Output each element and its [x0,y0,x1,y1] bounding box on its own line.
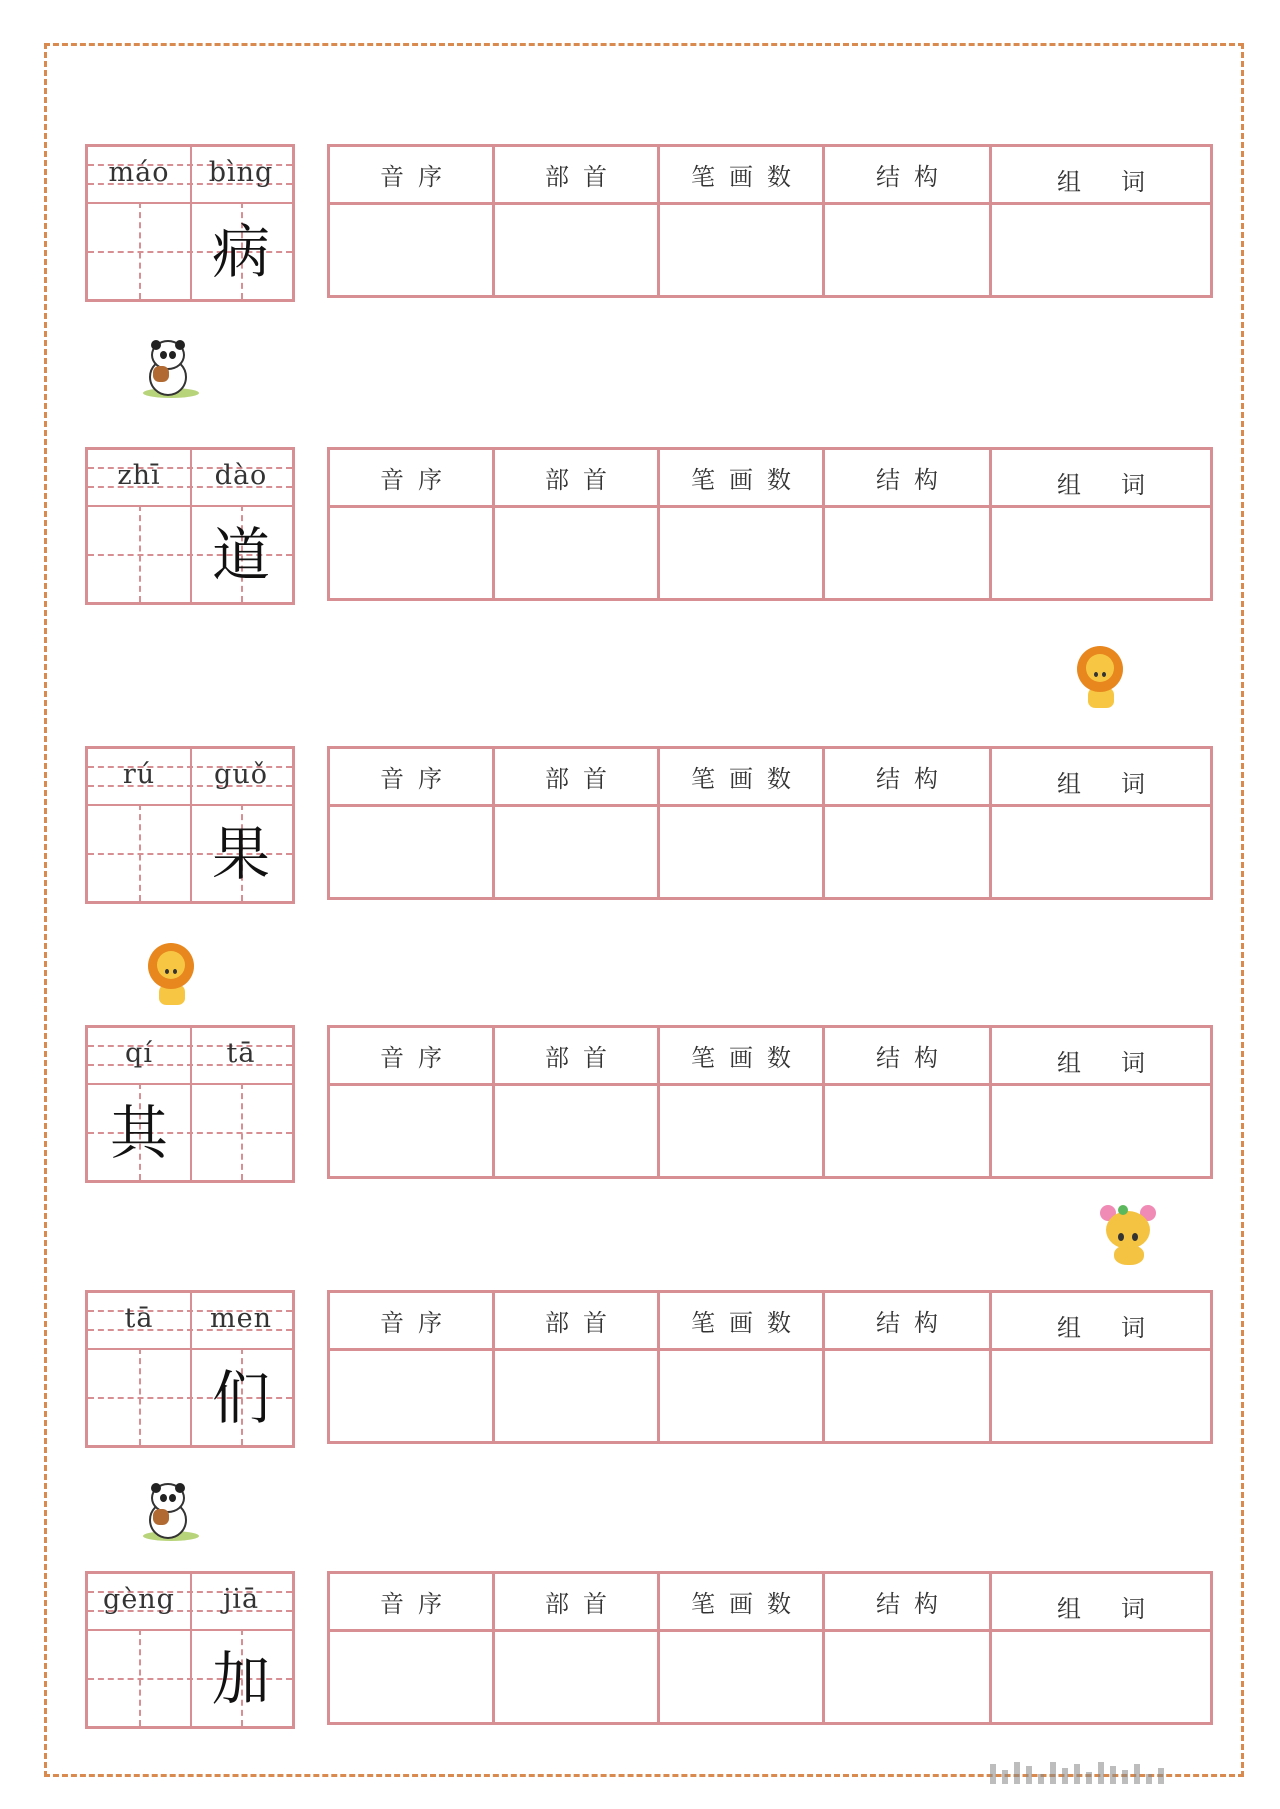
answer-cell[interactable] [660,508,825,598]
character-info-table [327,144,1213,298]
pinyin-syllable: tā [124,1303,154,1334]
table-header: 组词 [992,147,1210,205]
answer-cell[interactable] [330,205,495,295]
table-header: 音序 [330,147,495,205]
table-header: 音序 [330,1028,495,1086]
watermark [990,1760,1250,1784]
table-header: 结构 [825,450,992,508]
pinyin-syllable: zhī [117,460,161,491]
table-header: 笔画数 [660,450,825,508]
table-header: 组词 [992,749,1210,807]
bear-sticker [1100,1205,1160,1269]
tianzi-grid [85,746,295,904]
table-header: 组词 [992,450,1210,508]
pinyin-syllable: jiā [222,1584,260,1615]
table-header: 部首 [495,1574,660,1632]
table-header: 结构 [825,1293,992,1351]
pinyin-syllable: guǒ [214,759,268,790]
table-header: 部首 [495,1028,660,1086]
answer-cell[interactable] [992,508,1210,598]
table-header: 音序 [330,1293,495,1351]
panda-sticker [143,1483,199,1543]
character-info-table [327,447,1213,601]
lion-sticker [1077,646,1127,710]
worksheet-row [0,447,1280,607]
answer-cell[interactable] [330,1632,495,1722]
table-header: 笔画数 [660,1293,825,1351]
table-header: 结构 [825,749,992,807]
answer-cell[interactable] [330,807,495,897]
answer-cell[interactable] [825,1632,992,1722]
answer-cell[interactable] [825,205,992,295]
hanzi-character: 加 [211,1645,270,1713]
answer-cell[interactable] [660,1632,825,1722]
character-info-table [327,1571,1213,1725]
panda-sticker [143,340,199,400]
worksheet-row [0,1571,1280,1731]
tianzi-grid [85,1025,295,1183]
table-header: 组词 [992,1028,1210,1086]
character-info-table [327,1025,1213,1179]
answer-cell[interactable] [992,1351,1210,1441]
table-header: 音序 [330,749,495,807]
table-header: 结构 [825,1574,992,1632]
worksheet-row [0,746,1280,906]
table-header: 结构 [825,1028,992,1086]
answer-cell[interactable] [495,508,660,598]
table-header: 音序 [330,450,495,508]
answer-cell[interactable] [330,1351,495,1441]
answer-cell[interactable] [495,1086,660,1176]
answer-cell[interactable] [495,1632,660,1722]
tianzi-grid [85,144,295,302]
character-info-table [327,1290,1213,1444]
answer-cell[interactable] [825,1086,992,1176]
table-header: 部首 [495,749,660,807]
worksheet-row [0,1290,1280,1450]
table-header: 组词 [992,1574,1210,1632]
table-header: 笔画数 [660,749,825,807]
character-info-table [327,746,1213,900]
worksheet-row [0,1025,1280,1185]
answer-cell[interactable] [825,508,992,598]
answer-cell[interactable] [660,1086,825,1176]
pinyin-syllable: men [210,1303,272,1334]
pinyin-syllable: bìng [208,157,274,188]
answer-cell[interactable] [660,205,825,295]
table-header: 笔画数 [660,1028,825,1086]
table-header: 部首 [495,1293,660,1351]
table-header: 部首 [495,147,660,205]
hanzi-character: 病 [211,218,270,286]
hanzi-character: 果 [211,820,270,888]
table-header: 音序 [330,1574,495,1632]
answer-cell[interactable] [825,807,992,897]
pinyin-syllable: rú [122,759,156,790]
tianzi-grid [85,1571,295,1729]
tianzi-grid [85,447,295,605]
hanzi-character: 们 [211,1364,270,1432]
hanzi-character: 其 [109,1099,168,1167]
pinyin-syllable: dào [214,460,268,491]
answer-cell[interactable] [495,1351,660,1441]
answer-cell[interactable] [660,807,825,897]
answer-cell[interactable] [825,1351,992,1441]
table-header: 组词 [992,1293,1210,1351]
table-header: 笔画数 [660,147,825,205]
answer-cell[interactable] [992,1086,1210,1176]
pinyin-syllable: tā [226,1038,256,1069]
table-header: 部首 [495,450,660,508]
answer-cell[interactable] [660,1351,825,1441]
answer-cell[interactable] [992,807,1210,897]
worksheet-row [0,144,1280,304]
answer-cell[interactable] [495,205,660,295]
answer-cell[interactable] [992,205,1210,295]
answer-cell[interactable] [330,1086,495,1176]
pinyin-syllable: gèng [103,1584,175,1615]
lion-sticker [148,943,198,1007]
answer-cell[interactable] [495,807,660,897]
pinyin-syllable: qí [125,1038,153,1069]
hanzi-character: 道 [211,521,270,589]
table-header: 结构 [825,147,992,205]
pinyin-syllable: máo [108,157,170,188]
answer-cell[interactable] [992,1632,1210,1722]
tianzi-grid [85,1290,295,1448]
answer-cell[interactable] [330,508,495,598]
table-header: 笔画数 [660,1574,825,1632]
